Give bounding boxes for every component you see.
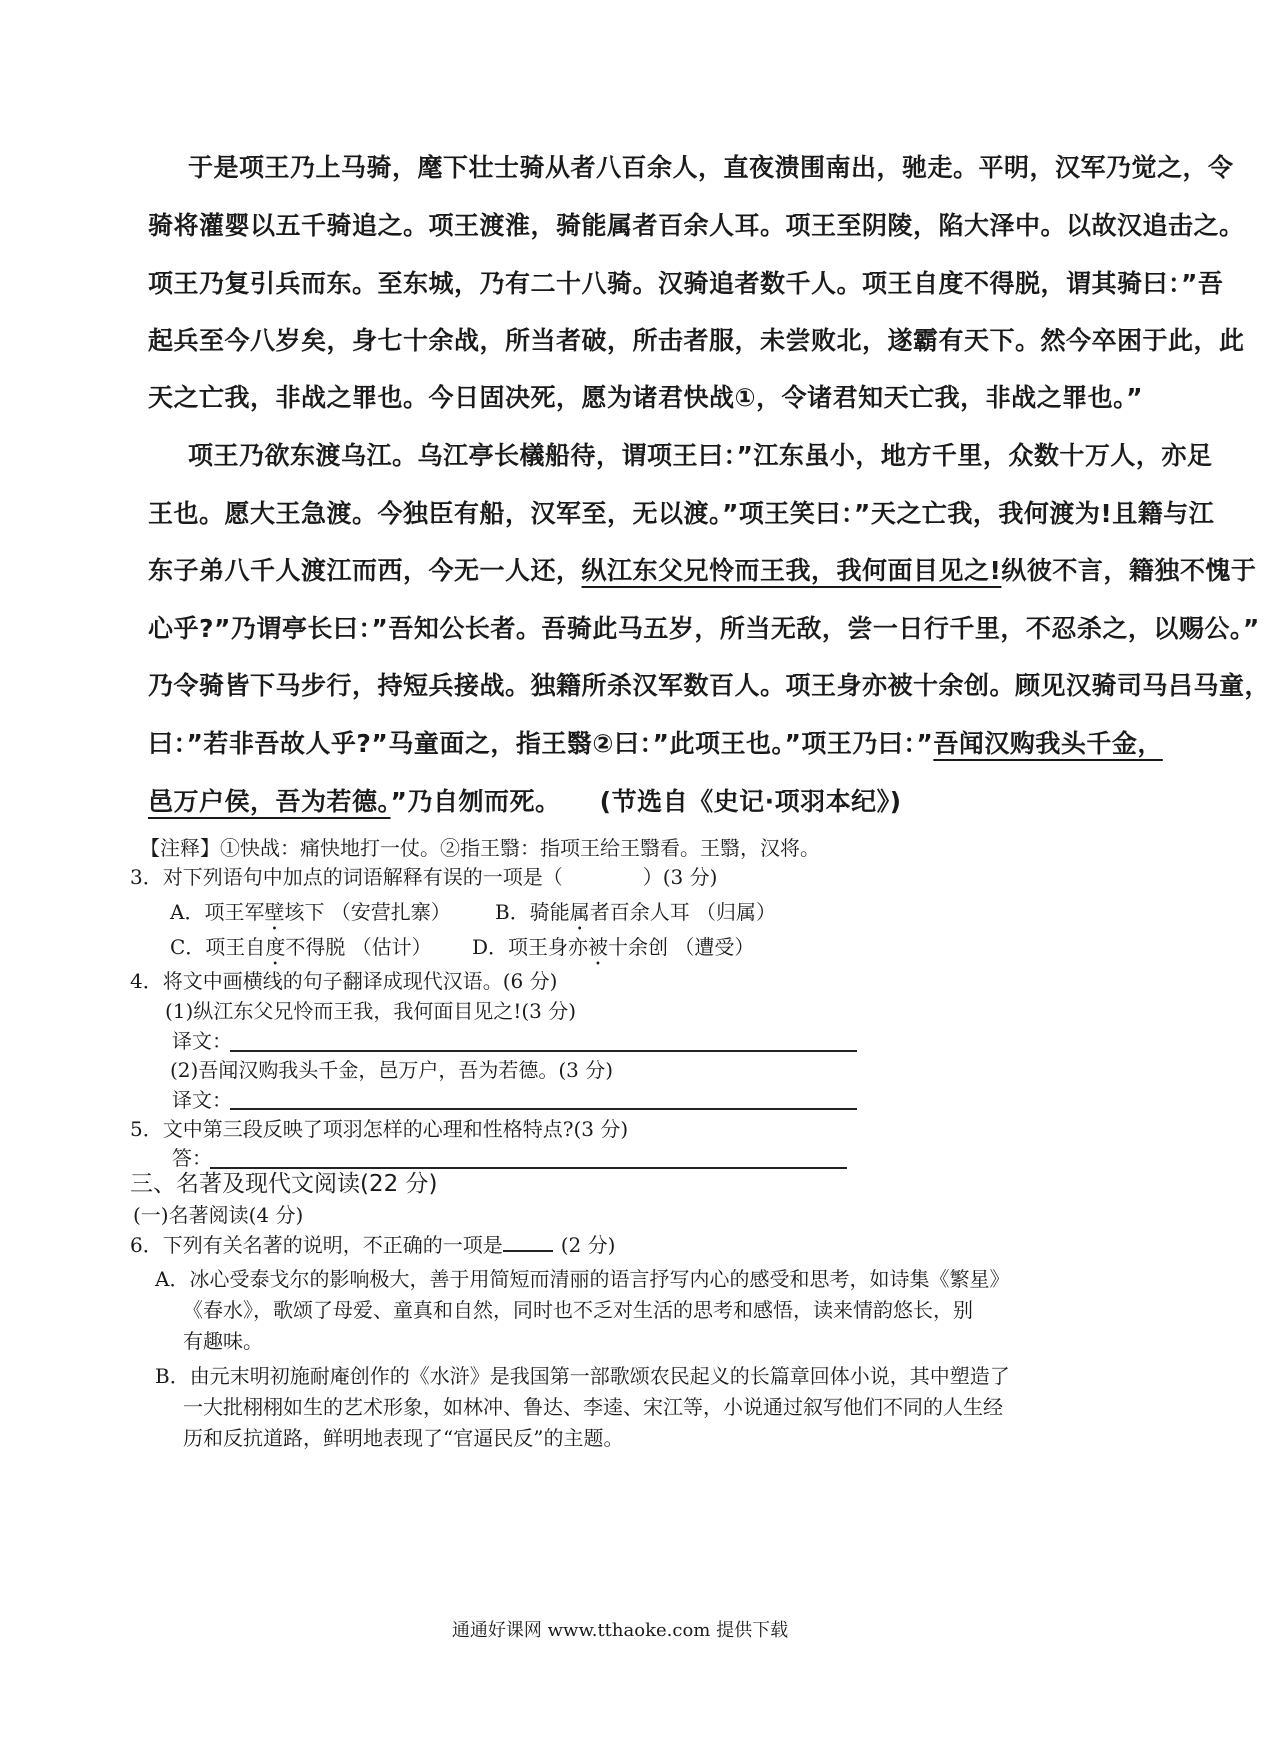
answer-label: 译文：: [172, 1088, 232, 1112]
question-6-stem: 6．下列有关名著的说明，不正确的一项是 (2 分): [130, 1230, 615, 1260]
passage-line: 项王乃复引兵而东。至东城，乃有二十八骑。汉骑追者数千人。项王自度不得脱，谓其骑曰：”吾: [148, 269, 1224, 298]
passage-text: 纵彼不言，籍独不愧于: [1001, 556, 1257, 585]
passage-line: 于是项王乃上马骑，麾下壮士骑从者八百余人，直夜溃围南出，驰走。平明，汉军乃觉之，令: [188, 153, 1234, 182]
question-6-option-a: A．冰心受泰戈尔的影响极大，善于用简短而清丽的语言抒写内心的感受和思考，如诗集《繁星》: [155, 1267, 1010, 1291]
annotation-note: 【注释】①快战：痛快地打一仗。②指王翳：指项王给王翳看。王翳，汉将。: [140, 836, 820, 860]
question-3-option-d: D．项王身亦被十余创 （遭受）: [472, 935, 755, 959]
question-6-option-b: 一大批栩栩如生的艺术形象，如林冲、鲁达、李逵、宋江等，小说通过叙写他们不同的人生经: [183, 1395, 1003, 1419]
section-heading: 三、名著及现代文阅读(22 分): [130, 1171, 438, 1197]
answer-line[interactable]: [230, 1050, 857, 1052]
passage-line: 骑将灌婴以五千骑追之。项王渡淮，骑能属者百余人耳。项王至阴陵，陷大泽中。以故汉追击之。: [148, 211, 1245, 240]
passage-line: [148, 553, 1257, 589]
answer-line[interactable]: [230, 1108, 857, 1110]
question-6-option-a: 有趣味。: [183, 1329, 263, 1353]
question-5-stem: 5．文中第三段反映了项羽怎样的心理和性格特点?(3 分): [130, 1117, 629, 1141]
passage-line: 王也。愿大王急渡。今独臣有船，汉军至，无以渡。”项王笑曰：”天之亡我，我何渡为!且籍与江: [148, 499, 1215, 528]
question-3-option-c: C．项王自度不得脱 （估计）: [170, 935, 432, 959]
answer-label: 答：: [172, 1146, 212, 1170]
question-3-option-a: A．项王军壁垓下 （安营扎寨）: [170, 900, 451, 924]
passage-line: 起兵至今八岁矣，身七十余战，所当者破，所击者服，未尝败北，遂霸有天下。然今卒困于此，此: [148, 326, 1245, 355]
subsection-heading: (一)名著阅读(4 分): [133, 1203, 304, 1227]
question-3-stem: 3．对下列语句中加点的词语解释有误的一项是（ ）(3 分): [130, 865, 718, 889]
question-6-option-b: 历和反抗道路，鲜明地表现了“官逼民反”的主题。: [183, 1426, 624, 1450]
passage-line: 心乎?”乃谓亭长曰：”吾知公长者。吾骑此马五岁，所当无敌，尝一日行千里，不忍杀之，以赐公。”: [148, 614, 1260, 643]
underlined-sentence-2-cont: 邑万户侯，吾为若德。: [148, 787, 391, 816]
underlined-sentence-1: 纵江东父兄怜而王我，我何面目见之!: [581, 556, 1002, 585]
passage-source: (节选自《史记·项羽本纪》): [599, 787, 902, 816]
passage-text: ”乃自刎而死。: [390, 787, 561, 816]
passage-line: 乃令骑皆下马步行，持短兵接战。独籍所杀汉军数百人。项王身亦被十余创。顾见汉骑司马吕马童，: [148, 671, 1270, 700]
question-6-option-a: 《春水》，歌颂了母爱、童真和自然，同时也不乏对生活的思考和感悟，读来情韵悠长，别: [183, 1298, 973, 1322]
question-6-option-b: B．由元末明初施耐庵创作的《水浒》是我国第一部歌颂农民起义的长篇章回体小说，其中塑造了: [155, 1364, 1010, 1388]
question-4-sentence-1: (1)纵江东父兄怜而王我，我何面目见之!(3 分): [165, 999, 577, 1023]
underlined-sentence-2: 吾闻汉购我头千金，: [933, 729, 1163, 758]
passage-line: 天之亡我，非战之罪也。今日固决死，愿为诸君快战①，令诸君知天亡我，非战之罪也。”: [148, 383, 1144, 412]
question-3-option-b: B．骑能属者百余人耳 （归属）: [495, 900, 777, 924]
passage-line: [148, 784, 1098, 820]
question-4-sentence-2: (2)吾闻汉购我头千金，邑万户，吾为若德。(3 分): [170, 1058, 614, 1082]
page-footer: 通通好课网 www.tthaoke.com 提供下载: [451, 1620, 789, 1641]
answer-label: 译文：: [172, 1029, 232, 1053]
passage-line: 项王乃欲东渡乌江。乌江亭长檥船待，谓项王曰：”江东虽小，地方千里，众数十万人，亦足: [188, 441, 1213, 470]
passage-line: [148, 726, 1163, 762]
question-4-stem: 4．将文中画横线的句子翻译成现代汉语。(6 分): [130, 969, 558, 993]
passage-text: 东子弟八千人渡江而西，今无一人还，: [148, 556, 582, 585]
answer-blank[interactable]: [503, 1230, 553, 1252]
passage-text: 曰：”若非吾故人乎?”马童面之，指王翳②曰：”此项王也。”项王乃曰：”: [148, 729, 934, 758]
